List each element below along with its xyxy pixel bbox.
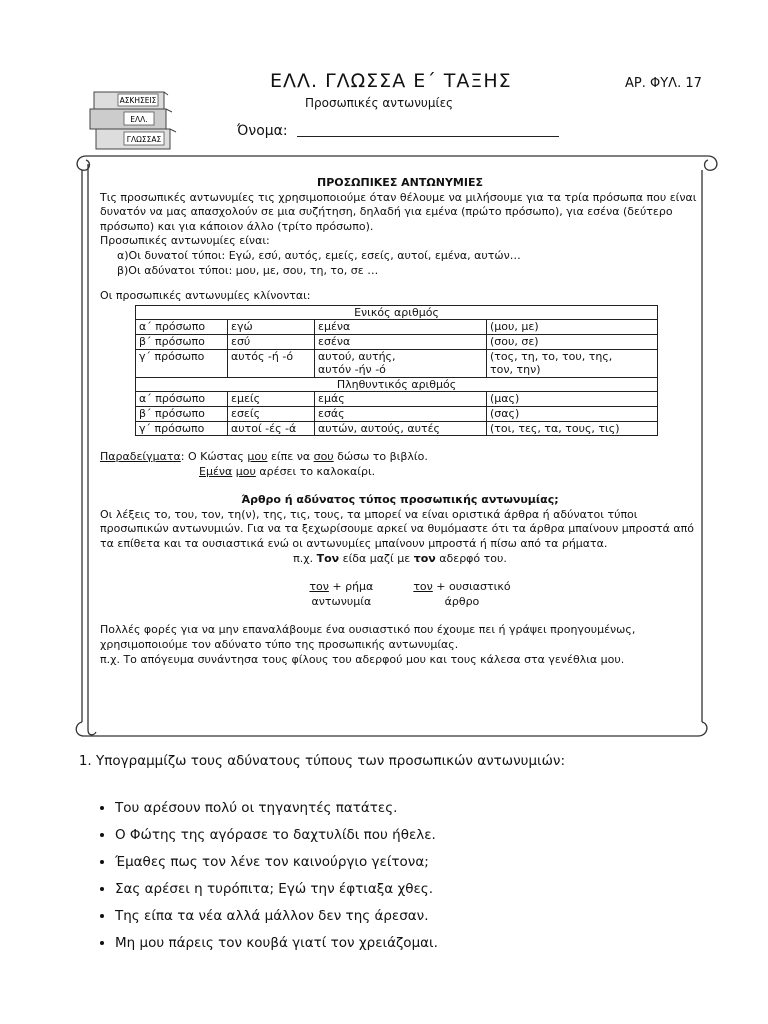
- logo-text-1: ΑΣΚΗΣΕΙΣ: [119, 96, 157, 105]
- table-cell: (μας): [487, 392, 658, 407]
- table-cell: β΄ πρόσωπο: [136, 406, 228, 421]
- exercise-list: [95, 800, 735, 962]
- page-subtitle: Προσωπικές αντωνυμίες: [305, 96, 454, 110]
- name-field[interactable]: [297, 136, 559, 137]
- table-cell: γ΄ πρόσωπο: [136, 421, 228, 436]
- table-row: [136, 406, 658, 421]
- logo-text-3: ΓΛΩΣΣΑΣ: [126, 135, 162, 144]
- plural-header: Πληθυντικός αριθμός: [136, 377, 658, 392]
- repetition-paragraph: Πολλές φορές για να μην επαναλάβουμε ένα ουσιαστικό που έχουμε πει ή γράψει προηγουμένως, χρησιμοποιούμε τον αδύνατο τύπο της προσωπικής αντωνυμίας.: [100, 623, 636, 652]
- sheet-number: ΑΡ. ΦΥΛ. 17: [625, 76, 702, 91]
- rule-pronoun: τον + ρήμα αντωνυμία: [309, 580, 374, 608]
- table-cell: α΄ πρόσωπο: [136, 320, 228, 335]
- strong-forms: α)Οι δυνατοί τύποι: Εγώ, εσύ, αυτός, εμείς, εσείς, αυτοί, εμένα, αυτών…: [117, 248, 521, 262]
- list-item[interactable]: • Ο Φώτης της αγόρασε το δαχτυλίδι που ήθελε.: [115, 827, 735, 854]
- table-cell: α΄ πρόσωπο: [136, 392, 228, 407]
- list-item[interactable]: • Σας αρέσει η τυρόπιτα; Εγώ την έφτιαξα χθες.: [115, 881, 735, 908]
- table-cell: αυτού, αυτής, αυτόν -ήν -ό: [315, 349, 487, 377]
- examples-line-1: Παραδείγματα: Ο Κώστας μου είπε να σου δώσω το βιβλίο.: [100, 450, 428, 464]
- table-cell: (τος, τη, το, του, της, τον, την): [487, 349, 658, 377]
- logo-text-2: ΕΛΛ.: [130, 115, 148, 124]
- table-cell: (τοι, τες, τα, τους, τις): [487, 421, 658, 436]
- name-label: Όνομα:: [237, 123, 288, 139]
- table-cell: εσείς: [228, 406, 315, 421]
- pronoun-table: [135, 305, 658, 436]
- exercise-instruction: 1. Υπογραμμίζω τους αδύνατους τύπους των προσωπικών αντωνυμιών:: [96, 753, 736, 769]
- table-cell: εμένα: [315, 320, 487, 335]
- singular-header: Ενικός αριθμός: [136, 305, 658, 320]
- rule-diagram: [120, 580, 700, 609]
- theory-content: [100, 176, 700, 667]
- list-item[interactable]: • Του αρέσουν πολύ οι τηγανητές πατάτες.: [115, 800, 735, 827]
- section-heading: ΠΡΟΣΩΠΙΚΕΣ ΑΝΤΩΝΥΜΙΕΣ: [317, 176, 483, 189]
- list-item[interactable]: • Της είπα τα νέα αλλά μάλλον δεν της άρεσαν.: [115, 908, 735, 935]
- weak-forms: β)Οι αδύνατοι τύποι: μου, με, σου, τη, το, σε …: [117, 263, 379, 277]
- list-item[interactable]: • Μη μου πάρεις τον κουβά γιατί τον χρειάζομαι.: [115, 935, 735, 962]
- table-cell: (μου, με): [487, 320, 658, 335]
- rule-article: τον + ουσιαστικό άρθρο: [413, 580, 511, 608]
- table-cell: εμάς: [315, 392, 487, 407]
- table-cell: εγώ: [228, 320, 315, 335]
- table-cell: αυτοί -ές -ά: [228, 421, 315, 436]
- table-cell: εσύ: [228, 334, 315, 349]
- article-example: π.χ. Τον είδα μαζί με τον αδερφό του.: [293, 551, 507, 565]
- table-cell: αυτός -ή -ό: [228, 349, 315, 377]
- examples-line-2: Εμένα μου αρέσει το καλοκαίρι.: [199, 464, 376, 478]
- exercise-section: [76, 753, 736, 769]
- table-row: [136, 334, 658, 349]
- table-cell: εμείς: [228, 392, 315, 407]
- table-row: [136, 392, 658, 407]
- table-cell: εσάς: [315, 406, 487, 421]
- table-cell: β΄ πρόσωπο: [136, 334, 228, 349]
- list-item[interactable]: • Έμαθες πως τον λένε τον καινούργιο γείτονα;: [115, 854, 735, 881]
- table-cell: γ΄ πρόσωπο: [136, 349, 228, 377]
- article-paragraph: Οι λέξεις το, του, τον, τη(ν), της, τις, τους, τα μπορεί να είναι οριστικά άρθρα ή αδύνατοι τύποι προσωπικών αντωνυμιών. Για να τα ξεχωρίσουμε αρκεί να θυμόμαστε ότι τα άρθρα μπαίνουν μπροστά από τα επίθετα και τα ουσιαστικά ενώ οι αντωνυμίες μπαίνουν μπροστά ή πίσω από τα ρήματα.: [100, 507, 694, 551]
- intro-paragraph: Τις προσωπικές αντωνυμίες τις χρησιμοποιούμε όταν θέλουμε να μιλήσουμε για τα τρία πρόσωπα που είναι δυνατόν να μας απασχολούν σε μια συζήτηση, δηλαδή για εμένα (πρώτο πρόσωπο), για εσένα (δεύτερο πρόσωπο) και για κάποιον άλλο (τρίτο πρόσωπο).: [100, 190, 697, 233]
- declension-label: Οι προσωπικές αντωνυμίες κλίνονται:: [100, 289, 311, 303]
- article-heading: Άρθρο ή αδύνατος τύπος προσωπικής αντωνυμίας;: [241, 493, 559, 507]
- intro-types-label: Προσωπικές αντωνυμίες είναι:: [100, 234, 270, 248]
- table-row: [136, 320, 658, 335]
- table-cell: (σας): [487, 406, 658, 421]
- table-cell: αυτών, αυτούς, αυτές: [315, 421, 487, 436]
- table-cell: (σου, σε): [487, 334, 658, 349]
- table-row: [136, 349, 658, 377]
- page-title: ΕΛΛ. ΓΛΩΣΣΑ Ε΄ ΤΑΞΗΣ: [270, 70, 512, 92]
- table-cell: εσένα: [315, 334, 487, 349]
- repetition-example: π.χ. Το απόγευμα συνάντησα τους φίλους του αδερφού μου και τους κάλεσα στα γενέθλια μου.: [100, 652, 625, 666]
- table-row: [136, 421, 658, 436]
